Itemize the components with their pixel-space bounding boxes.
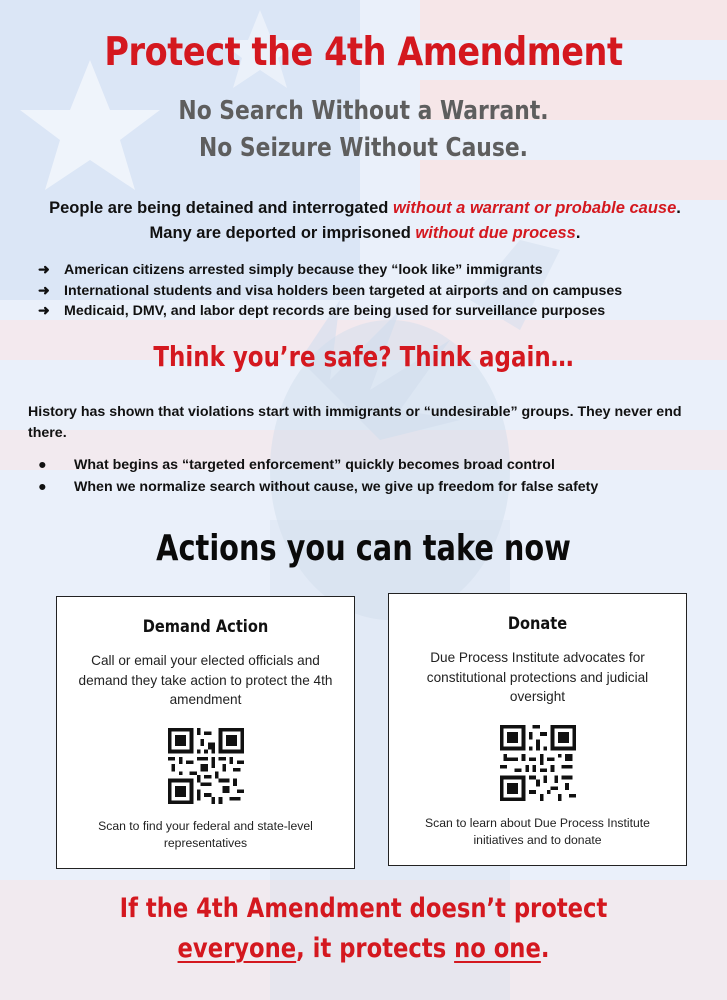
donate-card <box>388 593 687 866</box>
card-footer-text: Scan to find your federal and state-level representatives <box>98 818 313 850</box>
section-heading-think-again: Think you’re safe? Think again… <box>153 340 574 373</box>
intro-text-2: . Many are deported or imprisoned <box>149 199 681 242</box>
arrow-list <box>38 260 622 322</box>
qr-code-icon[interactable] <box>168 728 244 804</box>
intro-paragraph <box>40 196 690 246</box>
bullet-list <box>38 455 598 498</box>
list-item <box>38 455 598 477</box>
page-title: Protect the 4th Amendment <box>104 30 623 75</box>
qr-code-icon[interactable] <box>500 725 576 801</box>
intro-emphasis-2: without due process <box>415 224 576 242</box>
list-item-text: International students and visa holders been targeted at airports and on campuses <box>64 282 623 299</box>
list-item <box>38 477 598 499</box>
intro-text-1: People are being detained and interrogated <box>49 199 393 217</box>
subtitle-line-2: No Seizure Without Cause. <box>199 133 528 163</box>
closing-underlined-no-one: no one <box>454 933 541 964</box>
list-item <box>38 260 622 281</box>
card-description: Due Process Institute advocates for constitutional protections and judicial oversight <box>426 650 649 704</box>
list-item-text: When we normalize search without cause, we give up freedom for false safety <box>74 478 599 495</box>
closing-underlined-everyone: everyone <box>177 933 297 964</box>
actions-heading: Actions you can take now <box>156 528 571 569</box>
list-item <box>38 301 622 322</box>
bullet-icon: ● <box>38 478 47 495</box>
demand-action-card <box>56 596 355 869</box>
closing-text-end: . <box>540 933 550 964</box>
list-item <box>38 281 622 302</box>
card-title: Donate <box>507 614 568 634</box>
closing-line-2 <box>58 933 669 964</box>
closing-text-mid: , it protects <box>296 933 455 964</box>
arrow-icon: ➜ <box>38 262 50 278</box>
history-paragraph: History has shown that violations start with immigrants or “undesirable” groups. They never end there. <box>28 404 682 441</box>
list-item-text: Medicaid, DMV, and labor dept records are being used for surveillance purposes <box>64 303 606 319</box>
card-description: Call or email your elected officials and demand they take action to protect the 4th amendment <box>78 653 333 707</box>
arrow-icon: ➜ <box>38 282 50 299</box>
intro-emphasis-1: without a warrant or probable cause <box>392 199 677 217</box>
list-item-text: What begins as “targeted enforcement” quickly becomes broad control <box>74 457 555 473</box>
intro-text-3: . <box>575 224 581 242</box>
arrow-icon: ➜ <box>38 303 50 319</box>
card-footer-text: Scan to learn about Due Process Institute initiatives and to donate <box>425 815 650 847</box>
list-item-text: American citizens arrested simply because they “look like” immigrants <box>64 262 543 278</box>
bullet-icon: ● <box>38 457 47 473</box>
card-title: Demand Action <box>142 617 269 637</box>
subtitle-line-1: No Search Without a Warrant. <box>178 96 549 126</box>
closing-line-1: If the 4th Amendment doesn’t protect <box>119 893 608 924</box>
